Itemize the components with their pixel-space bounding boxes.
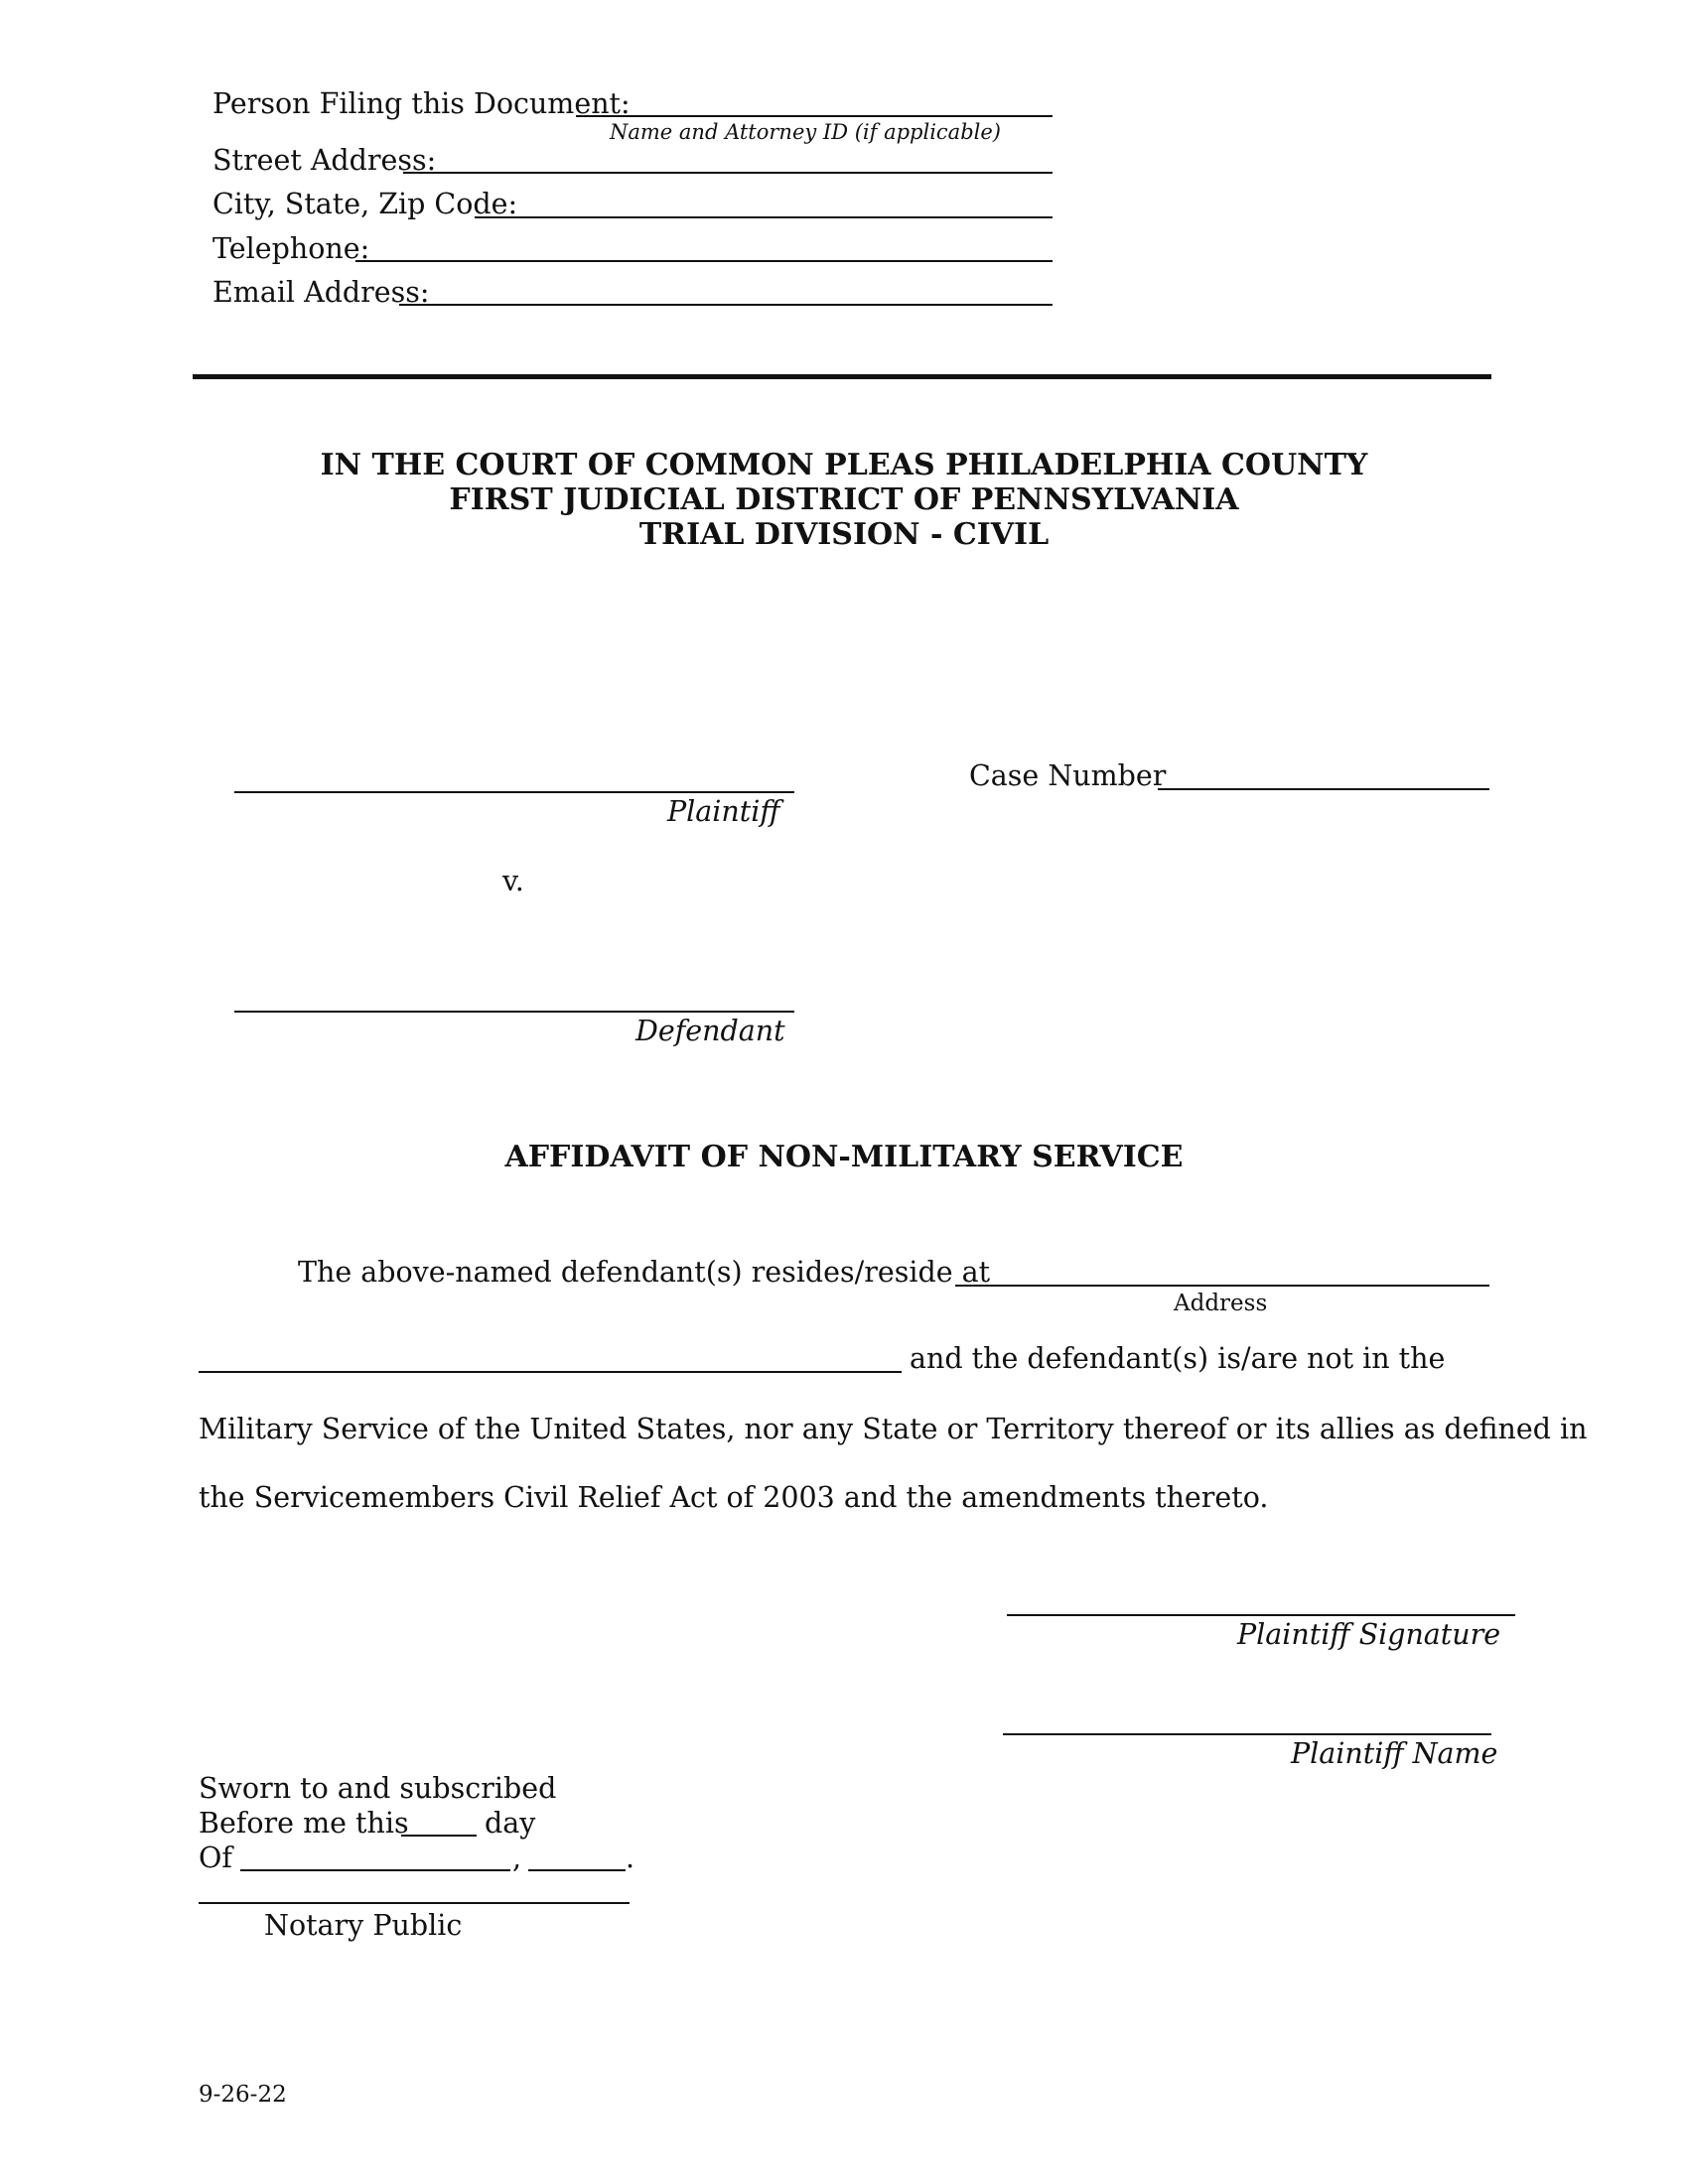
email-address-label: Email Address: [212,276,430,309]
defendant-name-line[interactable] [234,1011,794,1013]
defendant-label: Defendant [635,1015,785,1047]
address-continuation-line[interactable] [199,1371,902,1373]
notary-period: . [626,1842,635,1874]
form-date-code: 9-26-22 [199,2082,287,2108]
address-line[interactable] [955,1285,1489,1287]
plaintiff-signature-line[interactable] [1007,1614,1515,1616]
street-address-label: Street Address: [212,144,437,177]
case-number-line[interactable] [1158,788,1489,790]
court-name-line3: TRIAL DIVISION - CIVIL [638,517,1050,552]
notary-sworn-text: Sworn to and subscribed [199,1772,557,1805]
plaintiff-signature-label: Plaintiff Signature [1237,1618,1501,1651]
address-hint: Address [1174,1291,1268,1316]
affidavit-title: AFFIDAVIT OF NON-MILITARY SERVICE [504,1140,1184,1174]
notary-day-line[interactable] [401,1835,477,1837]
notary-public-label: Notary Public [264,1909,463,1942]
city-state-zip-line[interactable] [475,216,1053,218]
notary-day-text: day [485,1807,536,1840]
email-address-line[interactable] [399,304,1053,306]
city-state-zip-label: City, State, Zip Code: [212,188,518,220]
telephone-label: Telephone: [212,232,370,265]
person-filing-label: Person Filing this Document: [212,87,631,120]
notary-of-text: Of [199,1842,232,1874]
court-name-line1: IN THE COURT OF COMMON PLEAS PHILADELPHIA COUNTY [320,448,1368,482]
notary-month-line[interactable] [240,1869,510,1871]
plaintiff-name-line[interactable] [234,791,794,793]
body-line3: Military Service of the United States, nor any State or Territory thereof or its allies as defined in [199,1413,1588,1445]
body-line2: and the defendant(s) is/are not in the [910,1342,1446,1375]
telephone-line[interactable] [355,260,1053,262]
body-line1: The above-named defendant(s) resides/reside at [298,1256,991,1289]
notary-signature-line[interactable] [199,1902,630,1904]
street-address-line[interactable] [403,172,1053,174]
case-number-label: Case Number [969,759,1167,792]
plaintiff-printed-name-line[interactable] [1003,1733,1491,1735]
person-filing-line[interactable] [576,115,1053,117]
notary-before-text: Before me this [199,1807,409,1840]
court-name-line2: FIRST JUDICIAL DISTRICT OF PENNSYLVANIA [449,482,1239,517]
plaintiff-name-label: Plaintiff Name [1291,1737,1498,1770]
plaintiff-label: Plaintiff [667,795,780,828]
versus-text: v. [502,865,524,897]
body-line4: the Servicemembers Civil Relief Act of 2003 and the amendments thereto. [199,1481,1269,1514]
person-filing-hint: Name and Attorney ID (if applicable) [610,120,1001,144]
header-divider [193,374,1491,379]
notary-comma: , [512,1842,522,1874]
notary-year-line[interactable] [528,1869,626,1871]
